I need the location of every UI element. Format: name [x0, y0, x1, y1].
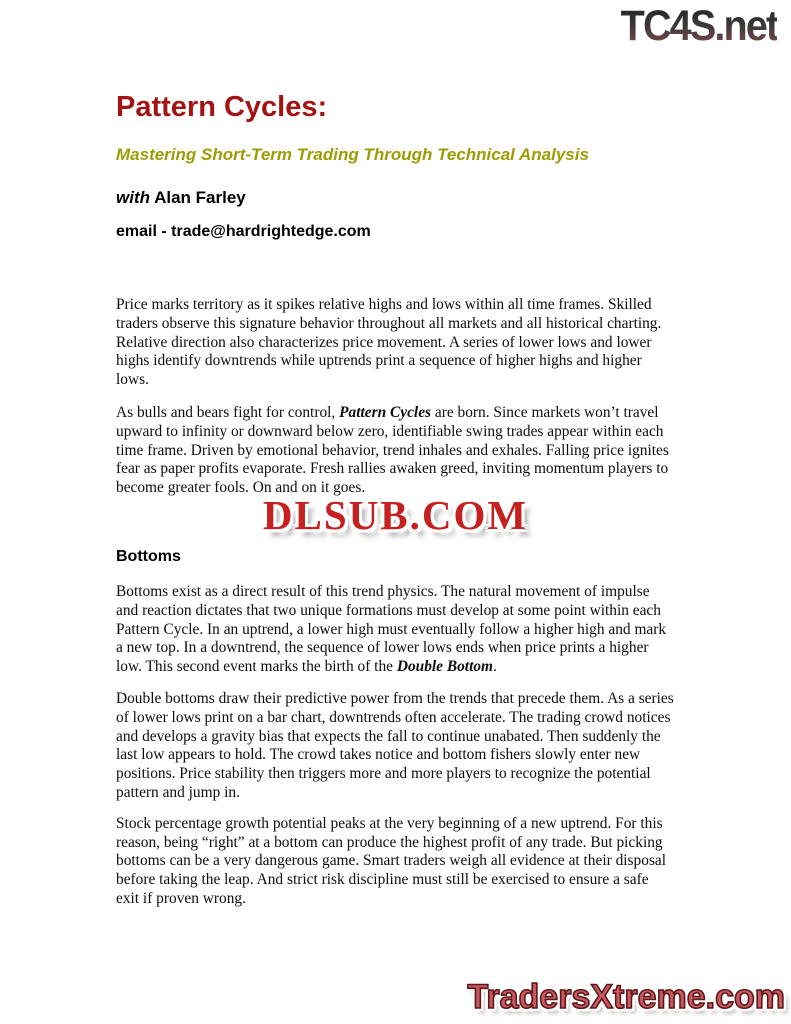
intro-paragraph-1: Price marks territory as it spikes relative highs and lows within all time frames. Skilled traders observe this signature behavior throughout all markets and all historical charting. Relative direction also characterizes price movement. A series of lower lows and lower highs identify downtrends while uptrends print a sequence of higher highs and higher lows. — [116, 296, 662, 389]
byline — [116, 188, 674, 207]
tradersxtreme-logo: TradersXtreme.com — [467, 978, 785, 1016]
dlsub-watermark: DLSUB.COM — [262, 492, 529, 538]
bottoms-heading: Bottoms — [116, 547, 181, 565]
page-subtitle: Mastering Short-Term Trading Through Technical Analysis — [116, 145, 589, 164]
email-line: email - trade@hardrightedge.com — [116, 223, 371, 240]
bottoms-paragraph-3: Stock percentage growth potential peaks at the very beginning of a new uptrend. For this reason, being “right” at a bottom can produce the highest profit of any trade. But picking bottoms can be a very dangerous game. Smart traders weigh all evidence at their disposal before taking the leap. And strict risk discipline must still be exercised to ensure a safe exit if proven wrong. — [116, 814, 667, 907]
page-title: Pattern Cycles: — [116, 91, 328, 123]
bottoms-paragraph-2: Double bottoms draw their predictive power from the trends that precede them. As a series of lower lows print on a bar chart, downtrends often accelerate. The trading crowd notices and develops a gravity bias that expects the fall to continue unabated. Then suddenly the last low appears to hold. The crowd takes notice and bottom fishers slowly enter new positions. Price stability then triggers more and more players to recognize the potential pattern and jump in. — [116, 689, 674, 801]
article-content — [116, 0, 674, 909]
bottoms-paragraph-1: Bottoms exist as a direct result of this trend physics. The natural movement of impulse and reaction dictates that two unique formations must develop at some point within each Pattern Cycle. In an uptrend, a lower high must eventually follow a higher high and mark a new top. In a downtrend, the sequence of lower lows ends when price prints a higher low. This second event marks the birth of the Double Bottom. — [116, 582, 667, 676]
intro-paragraph-2: As bulls and bears fight for control, Pattern Cycles are born. Since markets won’t travel upward to infinity or downward below zero, identifiable swing trades appear within each time frame. Driven by emotional behavior, trend inhales and exhales. Falling price ignites fear as paper profits evaporate. Fresh rallies awaken greed, inviting momentum players to become greater fools. On and on it goes. — [116, 403, 669, 497]
author-name: Alan Farley — [154, 188, 246, 207]
byline-prefix: with — [116, 188, 150, 207]
tc4s-logo: TC4S.net — [620, 2, 777, 50]
